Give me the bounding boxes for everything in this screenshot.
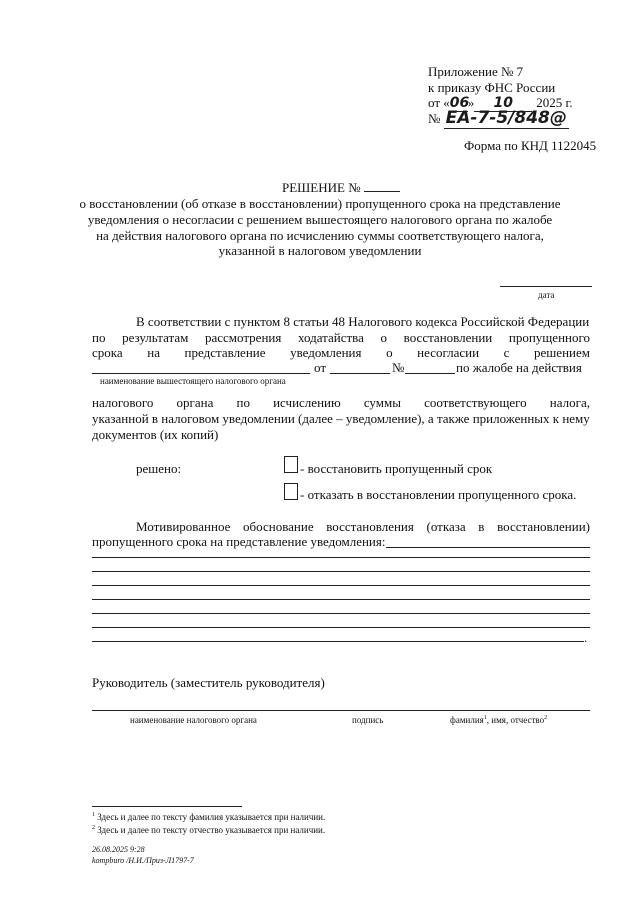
heading-line-4: указанной в налоговом уведомлении [218,243,422,258]
body-from: от [314,360,327,375]
signature-name-caption [450,715,547,725]
signature-sign-caption: подпись [352,715,384,725]
appendix-order: к приказу ФНС России [428,80,556,95]
date-year: 2025 г. [536,95,573,110]
reasoning-input-line-4[interactable] [92,599,590,600]
body-line-3: срока на представление уведомления о несогласии с решением [92,345,590,360]
name-caption-rest: , имя, отчество [486,715,545,725]
reasoning-line-2: пропущенного срока на представление уведомления: [92,534,386,549]
footnote-1-mark: 1 [92,812,95,818]
decision-label: решено: [136,461,182,476]
form-code: Форма по КНД 1122045 [464,138,597,153]
footnote-1 [92,812,325,822]
date-line [500,286,592,287]
refuse-option-label: - отказать в восстановлении пропущенного срока. [300,487,577,502]
higher-org-line [92,373,310,374]
reasoning-input-line-0[interactable] [386,547,590,548]
footnote-divider [92,806,242,807]
date-month: 10 [474,95,532,112]
reasoning-input-line-7[interactable] [92,641,584,642]
decision-title-text: РЕШЕНИЕ № [282,180,361,195]
appendix-title: Приложение № 7 [428,64,524,79]
reasoning-input-line-1[interactable] [92,557,590,558]
body-number-sign: № [392,360,405,375]
footnote-2-mark: 2 [92,825,95,831]
date-prefix: от « [428,95,450,110]
body-line-6: указанной в налоговом уведомлении (далее – уведомление), а также приложенных к нему [92,411,590,426]
stamp-line-2: kompburo /Н.И./Приз-Л1797-7 [92,856,194,865]
number-prefix: № [428,111,441,126]
body-line-2: по результатам рассмотрения ходатайства о восстановлении пропущенного [92,330,590,345]
body-line-5: налогового органа по исчислению суммы соответствующего налога, [92,395,590,410]
reasoning-end-dot: . [584,630,588,645]
body-line-1: В соответствии с пунктом 8 статьи 48 Налогового кодекса Российской Федерации [136,314,590,329]
restore-option-label: - восстановить пропущенный срок [300,461,493,476]
heading-line-1: о восстановлении (об отказе в восстановлении) пропущенного срока на представление [79,196,561,211]
footnote-1-text: Здесь и далее по тексту фамилия указывается при наличии. [97,812,326,822]
signature-head: Руководитель (заместитель руководителя) [92,675,325,690]
reasoning-input-line-3[interactable] [92,585,590,586]
decision-number-line [364,181,400,192]
stamp-line-1: 26.08.2025 9:28 [92,845,145,854]
heading-line-3: на действия налогового органа по исчислению суммы соответствующего налога, [96,228,544,243]
signature-org-caption: наименование налогового органа [130,715,257,725]
reasoning-input-line-2[interactable] [92,571,590,572]
from-date-line [330,373,390,374]
date-sep: » [467,95,475,110]
heading-line-2: уведомления о несогласии с решением вышестоящего налогового органа по жалобе [87,212,553,227]
complaint-number-line [405,373,455,374]
reasoning-line-1: Мотивированное обоснование восстановления (отказа в восстановлении) [136,519,590,534]
number-value: ЕА-7-5/848@ [445,108,567,128]
signature-line[interactable] [92,710,590,711]
body-line-7: документов (их копий) [92,427,219,442]
body-line-4-tail: по жалобе на действия [456,360,582,375]
restore-checkbox[interactable] [284,456,298,473]
appendix-number [428,108,569,129]
higher-org-caption: наименование вышестоящего налогового органа [100,376,286,386]
footnote-2 [92,825,325,835]
decision-title [282,180,400,196]
name-caption-sup-1: 1 [483,715,487,721]
date-day: 06 [449,95,470,111]
reasoning-input-line-6[interactable] [92,627,590,628]
footnote-2-text: Здесь и далее по тексту отчество указывается при наличии. [97,825,326,835]
reasoning-input-line-5[interactable] [92,613,590,614]
refuse-checkbox[interactable] [284,483,298,500]
name-caption-surname: фамилия [450,715,484,725]
date-caption: дата [538,290,555,300]
name-caption-sup-2: 2 [544,715,548,721]
